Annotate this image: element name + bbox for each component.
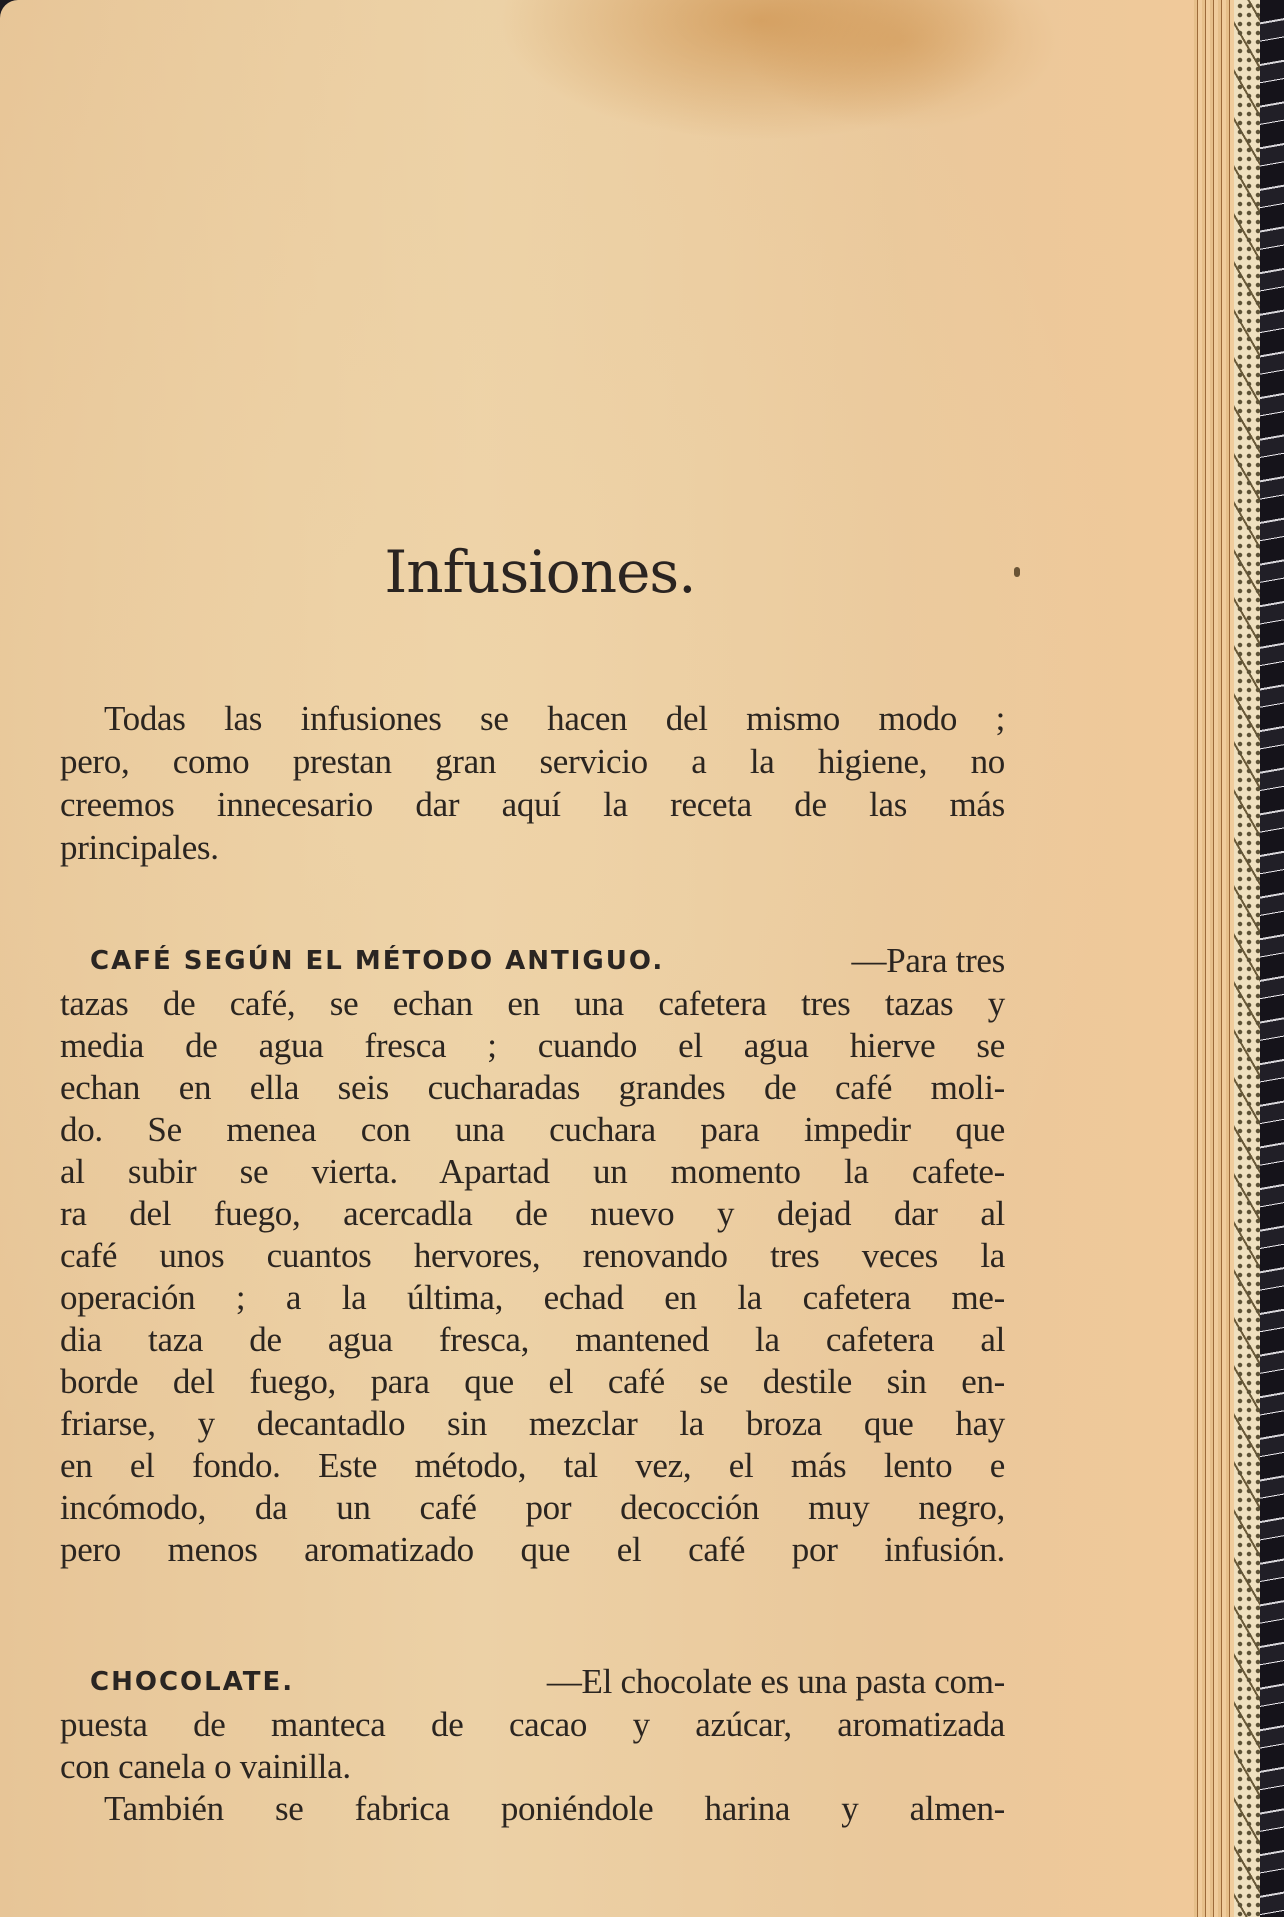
body-line: al subir se vierta. Apartad un momento la cafete- — [60, 1152, 1005, 1191]
section-chocolate-first-line — [90, 1660, 1005, 1704]
section-text: —El chocolate es una pasta com- — [546, 1662, 1005, 1701]
body-line: do. Se menea con una cuchara para impedir que — [60, 1110, 1005, 1149]
body-line: tazas de café, se echan en una cafetera tres tazas y — [60, 984, 1005, 1023]
intro-line: Todas las infusiones se hacen del mismo modo ; — [104, 699, 1005, 738]
body-line: puesta de manteca de cacao y azúcar, aromatizada — [60, 1705, 1005, 1744]
section-text: —Para tres — [851, 941, 1005, 980]
body-line: café unos cuantos hervores, renovando tres veces la — [60, 1236, 1005, 1275]
section-cafe-first-line — [90, 939, 1005, 983]
body-line: dia taza de agua fresca, mantened la cafetera al — [60, 1320, 1005, 1359]
intro-line: principales. — [60, 828, 219, 867]
body-line: pero menos aromatizado que el café por infusión. — [60, 1530, 1005, 1569]
marbled-cover — [1260, 0, 1284, 1917]
body-line: ra del fuego, acercadla de nuevo y dejad dar al — [60, 1194, 1005, 1233]
page-edges — [1194, 0, 1234, 1917]
body-line: También se fabrica poniéndole harina y almen- — [104, 1789, 1005, 1828]
body-line: en el fondo. Este método, tal vez, el más lento e — [60, 1446, 1005, 1485]
intro-line: creemos innecesario dar aquí la receta de las más — [60, 785, 1005, 824]
intro-line: pero, como prestan gran servicio a la higiene, no — [60, 742, 1005, 781]
body-line: friarse, y decantadlo sin mezclar la broza que hay — [60, 1404, 1005, 1443]
section-heading-cafe: CAFÉ SEGÚN EL MÉTODO ANTIGUO. — [90, 946, 665, 976]
body-line: echan en ella seis cucharadas grandes de café moli- — [60, 1068, 1005, 1107]
body-line: borde del fuego, para que el café se destile sin en- — [60, 1362, 1005, 1401]
body-line: media de agua fresca ; cuando el agua hierve se — [60, 1026, 1005, 1065]
body-line: incómodo, da un café por decocción muy negro, — [60, 1488, 1005, 1527]
body-line: con canela o vainilla. — [60, 1747, 351, 1786]
section-heading-chocolate: CHOCOLATE. — [90, 1667, 295, 1697]
body-line: operación ; a la última, echad en la cafetera me- — [60, 1278, 1005, 1317]
page-title: Infusiones. — [384, 538, 696, 606]
patterned-endpaper — [1234, 0, 1260, 1917]
